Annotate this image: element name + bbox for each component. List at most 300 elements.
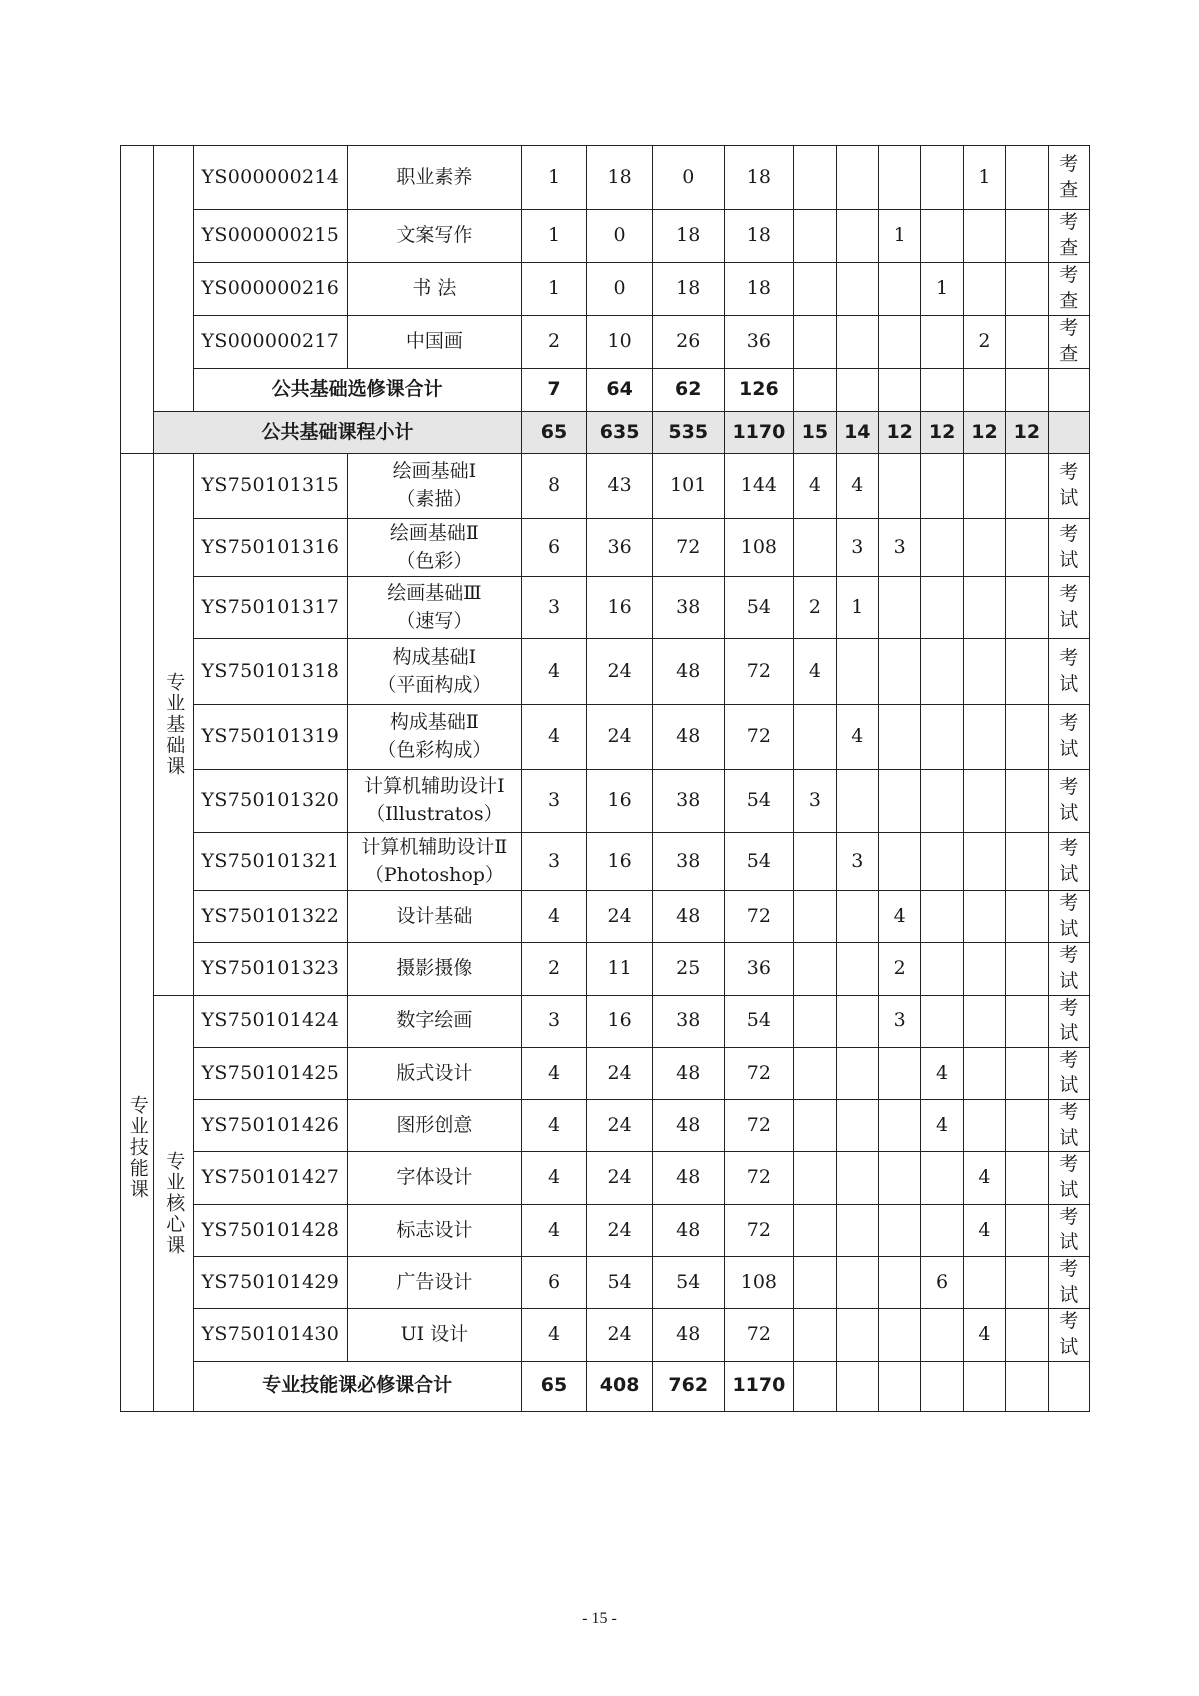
assessment-char: 考 [1059,836,1079,859]
assessment-method [1048,833,1089,891]
course-code: YS750101323 [193,943,347,995]
course-name-line2: （平面构成） [377,673,492,696]
course-code: YS750101426 [193,1100,347,1152]
cell-theory: 0 [587,263,653,316]
total-theory: 64 [587,369,653,412]
cell-s6 [1006,454,1048,519]
course-name [348,833,522,891]
empty-cell [921,1361,963,1411]
cell-s1 [794,943,836,995]
course-name-line1: 构成基础Ⅱ [389,711,479,734]
assessment-char: 考 [1059,1153,1079,1176]
cell-theory: 18 [587,146,653,210]
total-label: 专业技能课必修课合计 [193,1361,521,1411]
cell-s6 [1006,891,1048,943]
cell-s3 [878,833,920,891]
cell-theory: 0 [587,210,653,263]
table-row [121,1047,1090,1099]
course-name [348,705,522,770]
assessment-char: 试 [1059,1126,1079,1149]
assessment-method [1048,316,1089,369]
cell-s5 [963,995,1005,1047]
course-name: 图形创意 [348,1100,522,1152]
course-code: YS750101322 [193,891,347,943]
empty-cell [921,369,963,412]
table-row [121,577,1090,639]
cell-s6 [1006,770,1048,833]
assessment-char: 查 [1059,178,1079,201]
cell-credits: 4 [521,639,587,705]
cell-total: 72 [724,705,794,770]
total-credits: 65 [521,1361,587,1411]
assessment-char: 试 [1059,548,1079,571]
cell-s3 [878,639,920,705]
assessment-method [1048,1047,1089,1099]
cell-credits: 8 [521,454,587,519]
cell-s5 [963,519,1005,577]
cell-s5 [963,1047,1005,1099]
assessment-method [1048,995,1089,1047]
assessment-char: 考 [1059,712,1079,735]
cell-theory: 36 [587,519,653,577]
cell-s2 [836,1204,878,1256]
cell-s4 [921,519,963,577]
assessment-char: 查 [1059,290,1079,312]
cell-total: 108 [724,519,794,577]
assessment-char: 考 [1059,996,1079,1019]
cell-theory: 16 [587,770,653,833]
empty-cell [836,1361,878,1411]
cell-theory: 24 [587,1100,653,1152]
cell-practice: 48 [652,705,724,770]
assessment-char: 考 [1059,944,1079,967]
course-code: YS750101427 [193,1152,347,1204]
cell-s4: 4 [921,1100,963,1152]
empty-cell [878,369,920,412]
cell-credits: 1 [521,146,587,210]
table-row [121,210,1090,263]
cell-s4 [921,210,963,263]
cell-s1 [794,891,836,943]
course-code: YS750101318 [193,639,347,705]
cell-credits: 4 [521,1047,587,1099]
assessment-method [1048,146,1089,210]
cell-credits: 4 [521,1152,587,1204]
empty-cell [1048,369,1089,412]
cell-s1 [794,316,836,369]
course-name [348,577,522,639]
assessment-char: 考 [1059,1257,1079,1280]
cell-practice: 26 [652,316,724,369]
assessment-char: 考 [1059,646,1079,669]
cell-s4 [921,770,963,833]
course-code: YS750101319 [193,705,347,770]
cell-credits: 4 [521,1204,587,1256]
cell-practice: 38 [652,833,724,891]
cell-s4 [921,577,963,639]
cell-s1 [794,833,836,891]
cell-practice: 48 [652,1047,724,1099]
cell-s4: 1 [921,263,963,316]
table-row [121,705,1090,770]
course-name: 数字绘画 [348,995,522,1047]
assessment-char: 考 [1059,1205,1079,1228]
assessment-method [1048,1256,1089,1308]
course-name-line1: 计算机辅助设计Ⅱ [361,835,508,858]
cell-s3: 2 [878,943,920,995]
cell-total: 72 [724,1047,794,1099]
cell-total: 108 [724,1256,794,1308]
cell-practice: 18 [652,263,724,316]
course-name-line2: （色彩构成） [377,739,492,761]
course-name [348,454,522,519]
course-code: YS000000214 [193,146,347,210]
assessment-method [1048,1100,1089,1152]
cell-s6 [1006,577,1048,639]
course-name-line2: （Illustratos） [366,803,503,825]
empty-cell [794,369,836,412]
cell-s3 [878,705,920,770]
assessment-char: 试 [1059,917,1079,940]
cell-s6 [1006,995,1048,1047]
cell-credits: 6 [521,519,587,577]
empty-cell [963,369,1005,412]
cell-s6 [1006,1152,1048,1204]
cell-theory: 16 [587,995,653,1047]
cell-total: 144 [724,454,794,519]
cell-credits: 4 [521,1309,587,1361]
subtotal-theory: 635 [587,412,653,454]
cell-s3 [878,1047,920,1099]
course-name-line2: （Photoshop） [364,863,504,886]
cell-practice: 48 [652,891,724,943]
assessment-char: 考 [1059,1310,1079,1333]
cell-s6 [1006,833,1048,891]
cell-theory: 54 [587,1256,653,1308]
assessment-char: 考 [1059,461,1079,484]
cell-s2 [836,639,878,705]
cell-credits: 2 [521,316,587,369]
cell-total: 72 [724,639,794,705]
course-name-line2: （色彩） [396,549,473,572]
cell-s4: 6 [921,1256,963,1308]
subtotal-credits: 65 [521,412,587,454]
course-name: 摄影摄像 [348,943,522,995]
subcategory-core-label: 专业核心课 [154,995,193,1411]
cell-s1 [794,995,836,1047]
cell-total: 72 [724,891,794,943]
assessment-method [1048,1204,1089,1256]
subtotal-s5: 12 [963,412,1005,454]
cell-s3 [878,1100,920,1152]
cell-theory: 16 [587,577,653,639]
cell-s3 [878,1152,920,1204]
cell-s2 [836,995,878,1047]
course-name: 书 法 [348,263,522,316]
subtotal-s1: 15 [794,412,836,454]
cell-s5 [963,1100,1005,1152]
course-name: 设计基础 [348,891,522,943]
cell-theory: 24 [587,1204,653,1256]
cell-s3: 3 [878,519,920,577]
cell-theory: 10 [587,316,653,369]
cell-s6 [1006,1204,1048,1256]
cell-s6 [1006,639,1048,705]
cell-s3: 1 [878,210,920,263]
assessment-char: 考 [1059,892,1079,914]
cell-s5 [963,770,1005,833]
empty-cell [1048,1361,1089,1411]
course-name-line2: （素描） [396,488,473,510]
cell-theory: 24 [587,705,653,770]
cell-practice: 54 [652,1256,724,1308]
cell-s6 [1006,519,1048,577]
table-row [121,316,1090,369]
cell-total: 18 [724,263,794,316]
cell-s2 [836,263,878,316]
cell-s1: 4 [794,639,836,705]
assessment-method [1048,577,1089,639]
cell-credits: 1 [521,210,587,263]
assessment-char: 试 [1059,672,1079,695]
cell-s5 [963,1256,1005,1308]
cell-s6 [1006,1047,1048,1099]
total-total: 1170 [724,1361,794,1411]
course-name: UI 设计 [348,1309,522,1361]
table-row-subtotal [121,412,1090,454]
cell-s1: 2 [794,577,836,639]
course-name-line1: 绘画基础Ⅲ [387,581,482,604]
cell-s3 [878,263,920,316]
cell-s3 [878,454,920,519]
cell-s4 [921,705,963,770]
table-row [121,1309,1090,1361]
cell-total: 18 [724,146,794,210]
table-row [121,1152,1090,1204]
cell-s4 [921,1204,963,1256]
cell-total: 18 [724,210,794,263]
cell-s5: 1 [963,146,1005,210]
assessment-method [1048,639,1089,705]
assessment-method [1048,263,1089,316]
cell-s4 [921,891,963,943]
cell-s6 [1006,316,1048,369]
course-code: YS000000216 [193,263,347,316]
subcategory-cell-public-elective [154,146,193,412]
total-label: 公共基础选修课合计 [193,369,521,412]
assessment-method [1048,1309,1089,1361]
assessment-char: 试 [1059,1022,1079,1045]
cell-s2 [836,1152,878,1204]
category-label: 专业技能课 [121,454,154,1412]
assessment-method [1048,210,1089,263]
subtotal-label: 公共基础课程小计 [154,412,521,454]
cell-s1 [794,1047,836,1099]
table-row [121,1204,1090,1256]
cell-total: 36 [724,316,794,369]
empty-cell [1006,369,1048,412]
cell-credits: 6 [521,1256,587,1308]
cell-s3 [878,577,920,639]
cell-practice: 48 [652,1204,724,1256]
assessment-char: 查 [1059,343,1079,365]
cell-total: 72 [724,1309,794,1361]
cell-s5 [963,705,1005,770]
cell-s2: 4 [836,454,878,519]
assessment-method [1048,891,1089,943]
empty-cell [1048,412,1089,454]
course-code: YS750101424 [193,995,347,1047]
subtotal-s4: 12 [921,412,963,454]
cell-credits: 4 [521,1100,587,1152]
table-row [121,454,1090,519]
cell-s5 [963,454,1005,519]
cell-s2 [836,1256,878,1308]
course-code: YS750101321 [193,833,347,891]
cell-credits: 2 [521,943,587,995]
cell-practice: 101 [652,454,724,519]
cell-s6 [1006,210,1048,263]
cell-s5 [963,577,1005,639]
cell-s4 [921,1309,963,1361]
cell-credits: 3 [521,770,587,833]
course-code: YS750101428 [193,1204,347,1256]
table-row-total [121,369,1090,412]
cell-s6 [1006,943,1048,995]
subtotal-s3: 12 [878,412,920,454]
cell-s1 [794,705,836,770]
table-row [121,1100,1090,1152]
assessment-char: 考 [1059,211,1079,234]
cell-s3: 3 [878,995,920,1047]
course-plan-table [120,145,1090,1412]
cell-total: 54 [724,577,794,639]
total-credits: 7 [521,369,587,412]
assessment-char: 试 [1059,1231,1079,1254]
assessment-char: 考 [1059,1048,1079,1071]
cell-s2 [836,316,878,369]
course-name: 广告设计 [348,1256,522,1308]
cell-s1 [794,146,836,210]
cell-s4 [921,943,963,995]
cell-s2 [836,1309,878,1361]
empty-cell [836,369,878,412]
cell-total: 72 [724,1152,794,1204]
cell-s4 [921,995,963,1047]
cell-s1: 3 [794,770,836,833]
cell-credits: 3 [521,577,587,639]
cell-s1 [794,1256,836,1308]
assessment-char: 试 [1059,1179,1079,1202]
cell-theory: 11 [587,943,653,995]
cell-s6 [1006,1256,1048,1308]
cell-s2 [836,1047,878,1099]
cell-practice: 18 [652,210,724,263]
assessment-char: 试 [1059,1074,1079,1097]
cell-practice: 25 [652,943,724,995]
page-number: - 15 - [582,1610,617,1627]
table-row [121,833,1090,891]
cell-s1 [794,1100,836,1152]
cell-s2 [836,943,878,995]
cell-credits: 4 [521,705,587,770]
total-total: 126 [724,369,794,412]
cell-s4 [921,833,963,891]
cell-s2 [836,210,878,263]
cell-s3 [878,316,920,369]
cell-s5: 2 [963,316,1005,369]
cell-s2 [836,891,878,943]
course-code: YS000000215 [193,210,347,263]
cell-credits: 3 [521,833,587,891]
table-row [121,995,1090,1047]
cell-theory: 24 [587,639,653,705]
cell-total: 72 [724,1100,794,1152]
cell-s6 [1006,1100,1048,1152]
assessment-char: 试 [1059,969,1079,992]
cell-practice: 48 [652,1152,724,1204]
assessment-method [1048,1152,1089,1204]
cell-s3 [878,1204,920,1256]
total-practice: 62 [652,369,724,412]
cell-s4 [921,454,963,519]
cell-total: 54 [724,770,794,833]
table-row [121,1256,1090,1308]
cell-practice: 48 [652,639,724,705]
cell-theory: 24 [587,1309,653,1361]
cell-s2: 1 [836,577,878,639]
category-cell-public [121,146,154,454]
cell-s1 [794,1204,836,1256]
assessment-char: 考 [1059,582,1079,605]
cell-s5 [963,891,1005,943]
assessment-method [1048,705,1089,770]
course-name-line1: 构成基础Ⅰ [392,645,477,668]
course-name-line2: （速写） [396,609,473,632]
cell-theory: 24 [587,1152,653,1204]
assessment-char: 试 [1059,1335,1079,1358]
assessment-method [1048,519,1089,577]
cell-s5 [963,943,1005,995]
subtotal-total: 1170 [724,412,794,454]
course-name-line1: 计算机辅助设计Ⅰ [364,775,505,798]
cell-practice: 48 [652,1309,724,1361]
table-row [121,770,1090,833]
assessment-char: 试 [1059,487,1079,509]
assessment-char: 试 [1059,608,1079,631]
course-name-line1: 绘画基础Ⅰ [392,460,477,483]
course-code: YS750101430 [193,1309,347,1361]
cell-s3 [878,1309,920,1361]
course-name: 字体设计 [348,1152,522,1204]
cell-s6 [1006,705,1048,770]
cell-practice: 48 [652,1100,724,1152]
assessment-char: 考 [1059,152,1079,175]
table-row-total [121,1361,1090,1411]
course-name: 职业素养 [348,146,522,210]
cell-total: 36 [724,943,794,995]
cell-total: 54 [724,833,794,891]
assessment-method [1048,454,1089,519]
cell-practice: 38 [652,577,724,639]
cell-s3 [878,1256,920,1308]
cell-s6 [1006,1309,1048,1361]
course-name: 文案写作 [348,210,522,263]
empty-cell [963,1361,1005,1411]
empty-cell [1006,1361,1048,1411]
empty-cell [878,1361,920,1411]
cell-s4 [921,316,963,369]
